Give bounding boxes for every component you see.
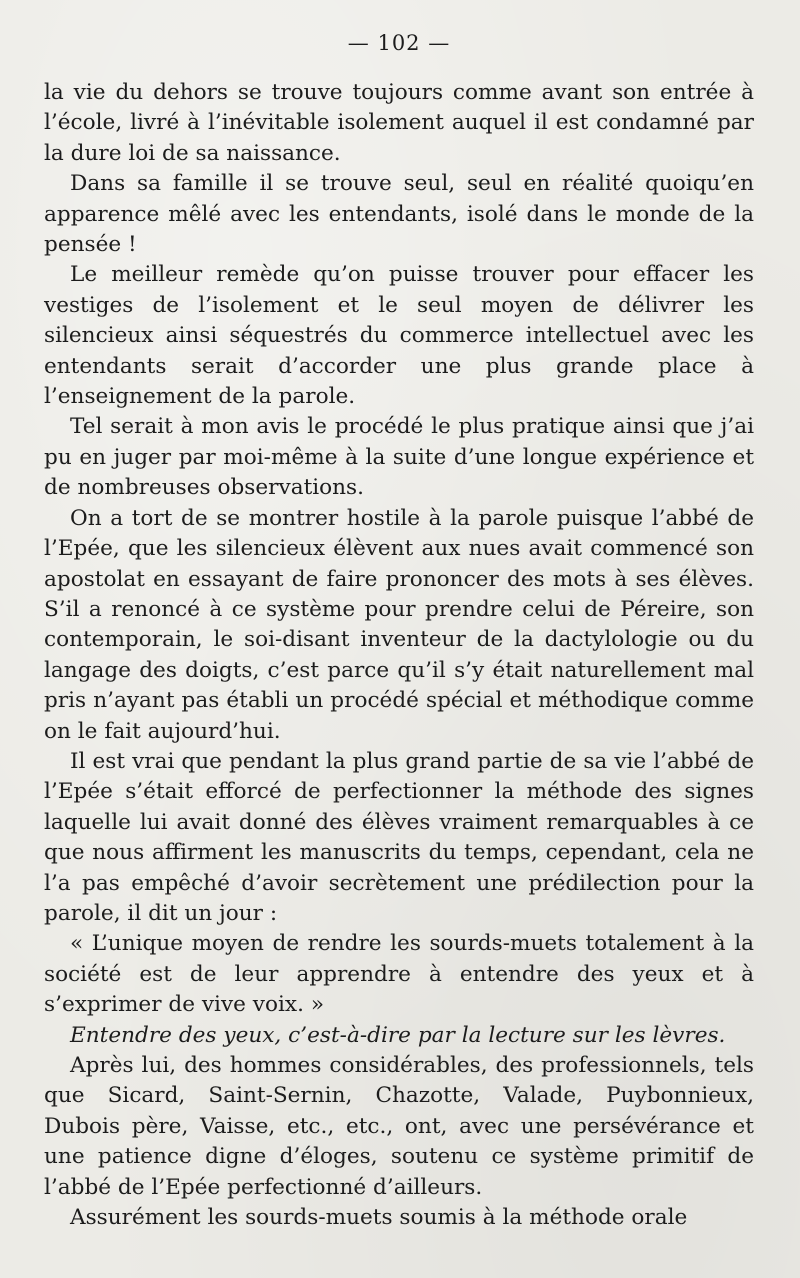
paragraph-2: Dans sa famille il se trouve seul, seul en réalité quoiqu’en apparence mêlé avec les entendants, isolé dans le monde de la pensée !: [44, 171, 754, 258]
page-number: — 102 —: [347, 31, 451, 55]
paragraph-5: On a tort de se montrer hostile à la parole puisque l’abbé de l’Epée, que les silencieux élèvent aux nues avait commencé son apostolat en essayant de faire prononcer des mots à ses élèves. S’il a renoncé à ce système pour prendre celui de Péreire, son contemporain, le soi-disant inventeur de la dactylologie ou du langage des doigts, c’est parce qu’il s’y était naturellement mal pris n’ayant pas établi un procédé spécial et méthodique comme on le fait aujourd’hui.: [44, 505, 754, 744]
body-text: [44, 78, 754, 1233]
paragraph-9: Après lui, des hommes considérables, des professionnels, tels que Sicard, Saint-Sernin, Chazotte, Valade, Puybonnieux, Dubois père, Vaisse, etc., etc., ont, avec une persévérance et une patience digne d’éloges, soutenu ce système primitif de l’abbé de l’Epée perfectionné d’ailleurs.: [44, 1053, 754, 1200]
paragraph-10: Assurément les sourds-muets soumis à la méthode orale: [70, 1205, 688, 1231]
italic-gloss: Entendre des yeux, c’est-à-dire par la lecture sur les lèvres.: [70, 1022, 726, 1048]
quotation: « L’unique moyen de rendre les sourds-muets totalement à la société est de leur apprendre à entendre des yeux et à s’exprimer de vive voix. »: [44, 931, 754, 1018]
paragraph-3: Le meilleur remède qu’on puisse trouver pour effacer les vestiges de l’isolement et le seul moyen de délivrer les silencieux ainsi séquestrés du commerce intellectuel avec les entendants serait d’accorder une plus grande place à l’enseignement de la parole.: [44, 262, 754, 410]
paragraph-1: la vie du dehors se trouve toujours comme avant son entrée à l’école, livré à l’inévitable isolement auquel il est condamné par la dure loi de sa naissance.: [44, 80, 754, 166]
paragraph-4: Tel serait à mon avis le procédé le plus pratique ainsi que j’ai pu en juger par moi-même à la suite d’une longue expérience et de nombreuses observations.: [44, 414, 754, 501]
paragraph-6: Il est vrai que pendant la plus grand partie de sa vie l’abbé de l’Epée s’était efforcé de perfectionner la méthode des signes laquelle lui avait donné des élèves vraiment remarquables à ce que nous affirment les manuscrits du temps, cependant, cela ne l’a pas empêché d’avoir secrètement une prédilection pour la parole, il dit un jour :: [44, 748, 754, 926]
